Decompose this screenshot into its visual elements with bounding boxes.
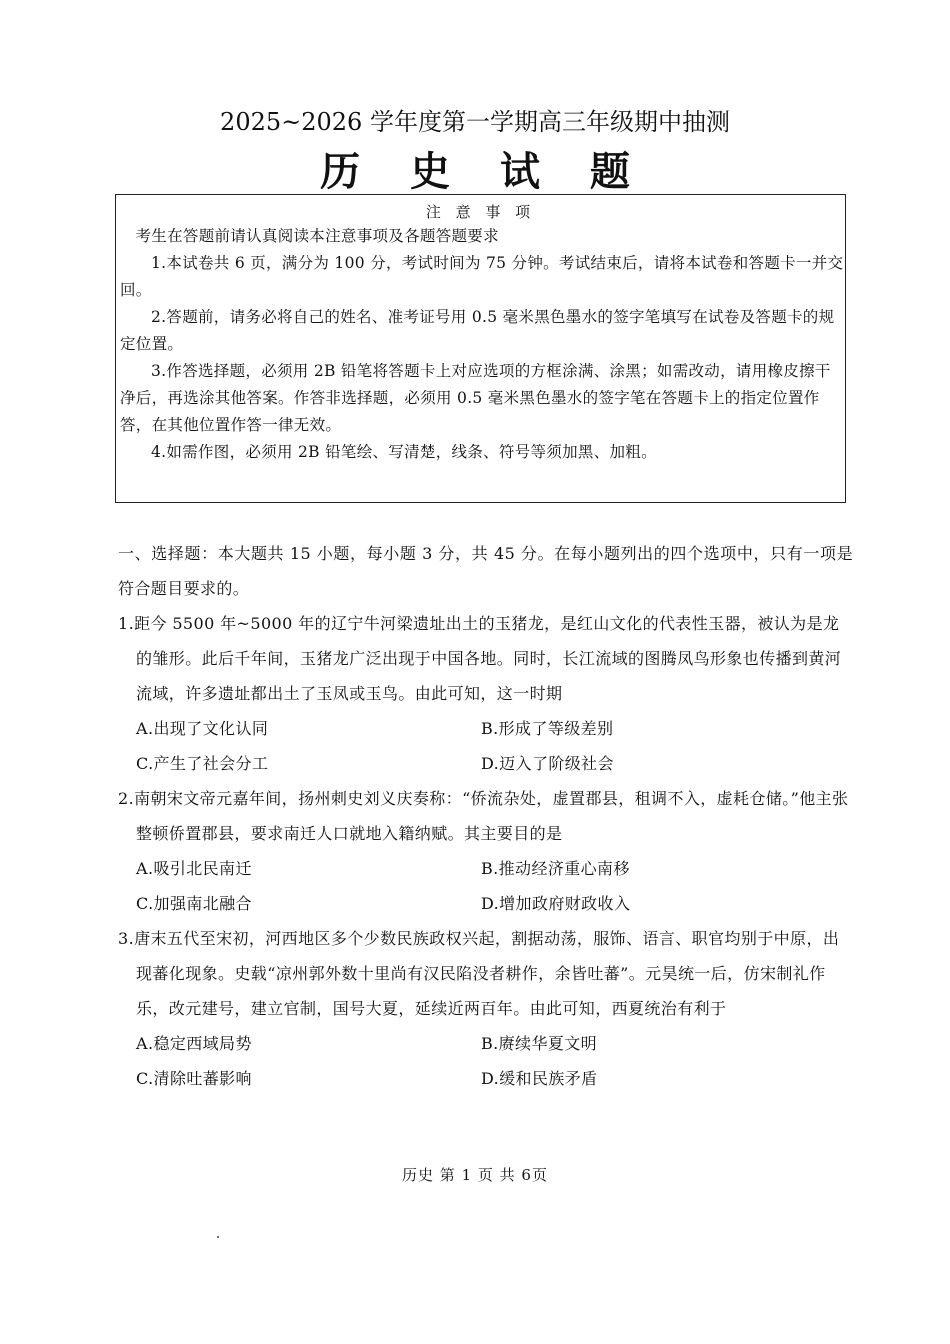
- question-section: [118, 536, 853, 1096]
- option-c: C.清除吐蕃影响: [136, 1069, 252, 1088]
- option-b: B.推动经济重心南移: [481, 859, 630, 878]
- question-2: [118, 781, 853, 921]
- option-grid: [118, 851, 853, 921]
- option-grid: [118, 1026, 853, 1096]
- subject-title: 历 史 试 题: [320, 148, 648, 195]
- option-b: B.赓续华夏文明: [481, 1034, 598, 1053]
- question-stem: 1.距今 5500 年~5000 年的辽宁牛河梁遗址出土的玉猪龙，是红山文化的代表性玉器，被认为是龙的雏形。此后千年间，玉猪龙广泛出现于中国各地。同时，长江流域的图腾凤鸟形象也传播到黄河流域，许多遗址都出土了玉凤或玉鸟。由此可知，这一时期: [118, 614, 842, 703]
- option-a: A.稳定西域局势: [136, 1034, 252, 1053]
- notice-body: [120, 223, 844, 466]
- notice-box: [115, 194, 846, 503]
- option-d: D.缓和民族矛盾: [481, 1069, 598, 1088]
- notice-item: 4.如需作图，必须用 2B 铅笔绘、写清楚，线条、符号等须加黑、加粗。: [151, 443, 657, 461]
- question-stem: 3.唐末五代至宋初，河西地区多个少数民族政权兴起，割据动荡，服饰、语言、职官均别于中原，出现蕃化现象。史载“凉州郭外数十里尚有汉民陷没者耕作，余皆吐蕃”。元昊统一后，仿宋制礼作乐，改元建号，建立官制，国号大夏，延续近两百年。由此可知，西夏统治有利于: [118, 929, 840, 1018]
- option-c: C.加强南北融合: [136, 894, 252, 913]
- page-footer: 历史 第 1 页 共 6页: [402, 1166, 548, 1184]
- exam-title: 2025~2026 学年度第一学期高三年级期中抽测: [220, 108, 730, 136]
- notice-heading: 注 意 事 项: [425, 203, 536, 221]
- option-grid: [118, 711, 853, 781]
- option-a: A.吸引北民南迁: [136, 859, 252, 878]
- option-b: B.形成了等级差别: [481, 719, 614, 738]
- scan-dot: [217, 1236, 219, 1238]
- question-1: [118, 606, 853, 781]
- question-stem: 2.南朝宋文帝元嘉年间，扬州刺史刘义庆奏称：“侨流杂处，虚置郡县，租调不入，虚耗仓储。”他主张整顿侨置郡县，要求南迁人口就地入籍纳赋。其主要目的是: [118, 789, 849, 843]
- section-heading: 一、选择题：本大题共 15 小题，每小题 3 分，共 45 分。在每小题列出的四个选项中，只有一项是符合题目要求的。: [118, 544, 853, 598]
- question-3: [118, 921, 853, 1096]
- option-a: A.出现了文化认同: [136, 719, 269, 738]
- notice-intro: 考生在答题前请认真阅读本注意事项及各题答题要求: [135, 227, 499, 245]
- option-c: C.产生了社会分工: [136, 754, 269, 773]
- option-d: D.迈入了阶级社会: [481, 754, 614, 773]
- option-d: D.增加政府财政收入: [481, 894, 631, 913]
- notice-item: 1.本试卷共 6 页，满分为 100 分，考试时间为 75 分钟。考试结束后，请将本试卷和答题卡一并交回。: [120, 254, 844, 299]
- notice-item: 2.答题前，请务必将自己的姓名、准考证号用 0.5 毫米黑色墨水的签字笔填写在试卷及答题卡的规定位置。: [120, 308, 835, 353]
- notice-item: 3.作答选择题，必须用 2B 铅笔将答题卡上对应选项的方框涂满、涂黑；如需改动，请用橡皮擦干净后，再选涂其他答案。作答非选择题，必须用 0.5 毫米黑色墨水的签字笔在答题卡上的指定位置作答，在其他位置作答一律无效。: [120, 362, 831, 434]
